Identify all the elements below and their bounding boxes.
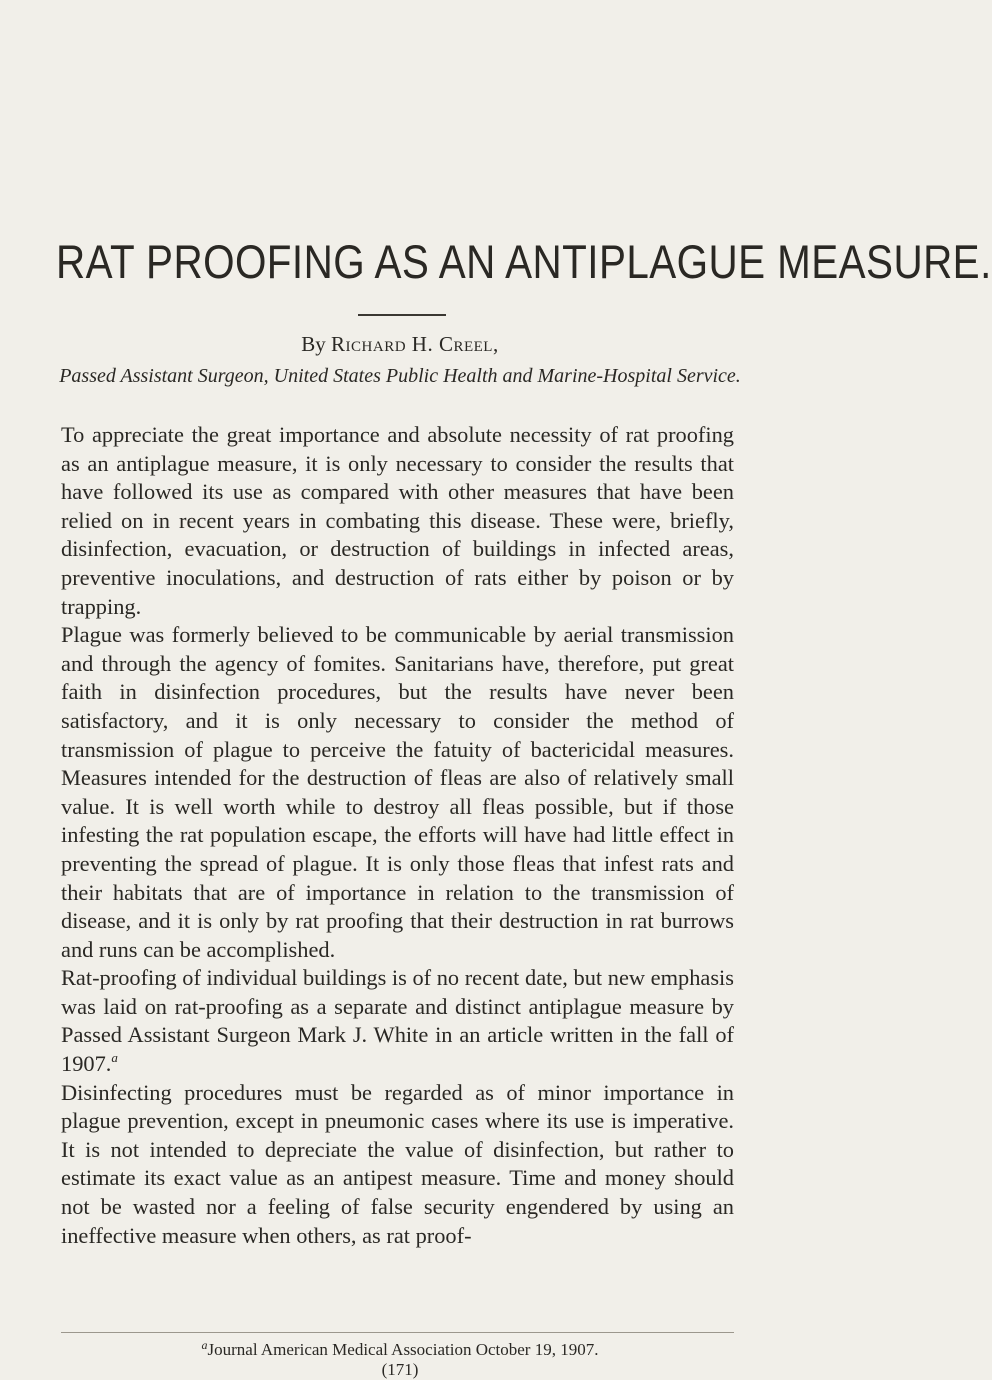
footnote-marker: a (201, 1338, 208, 1352)
paragraph-3 (61, 964, 734, 1078)
footnote-text: Journal American Medical Association October 19, 1907. (207, 1340, 599, 1359)
author-name: Richard H. Creel, (331, 332, 499, 356)
footnote-divider (61, 1332, 734, 1333)
title-divider (358, 314, 446, 316)
author-affiliation: Passed Assistant Surgeon, United States Public Health and Marine-Hospital Service. (59, 365, 741, 387)
article-title: RAT PROOFING AS AN ANTIPLAGUE MEASURE. (56, 235, 992, 288)
paragraph-3-text: Rat-proofing of individual buildings is of no recent date, but new emphasis was laid on rat-proofing as a separate and distinct antiplague measure by Passed Assistant Surgeon Mark J. White in an article written in the fall of 1907. (61, 965, 734, 1077)
byline-prefix: By (301, 332, 326, 356)
paragraph-4: Disinfecting procedures must be regarded as of minor importance in plague prevention, except in pneumonic cases where its use is imperative. It is not intended to depreciate the value of disinfection, but rather to estimate its exact value as an antipest measure. Time and money should not be wasted nor a feeling of false security engendered by using an ineffective measure when others, as rat proof- (61, 1079, 734, 1248)
footnote (0, 1338, 800, 1360)
article-body (61, 421, 734, 1250)
byline (0, 332, 800, 357)
paragraph-1: To appreciate the great importance and absolute necessity of rat proofing as an antiplague measure, it is only necessary to consider the results that have followed its use as compared with other measures that have been relied on in recent years in combating this disease. These were, briefly, disinfection, evacuation, or destruction of buildings in infected areas, preventive inoculations, and destruction of rats either by poison or by trapping. (61, 422, 734, 619)
footnote-reference: a (111, 1050, 118, 1066)
paragraph-2: Plague was formerly believed to be communicable by aerial transmission and through the agency of fomites. Sanitarians have, therefore, put great faith in disinfection procedures, but the results have never been satisfactory, and it is only necessary to consider the method of transmission of plague to perceive the fatuity of bactericidal measures. Measures intended for the destruction of fleas are also of relatively small value. It is well worth while to destroy all fleas possible, but if those infesting the rat population escape, the efforts will have had little effect in preventing the spread of plague. It is only those fleas that infest rats and their habitats that are of importance in relation to the transmission of disease, and it is only by rat proofing that their destruction in rat burrows and runs can be accomplished. (61, 622, 734, 962)
page-number: (171) (381, 1360, 419, 1379)
